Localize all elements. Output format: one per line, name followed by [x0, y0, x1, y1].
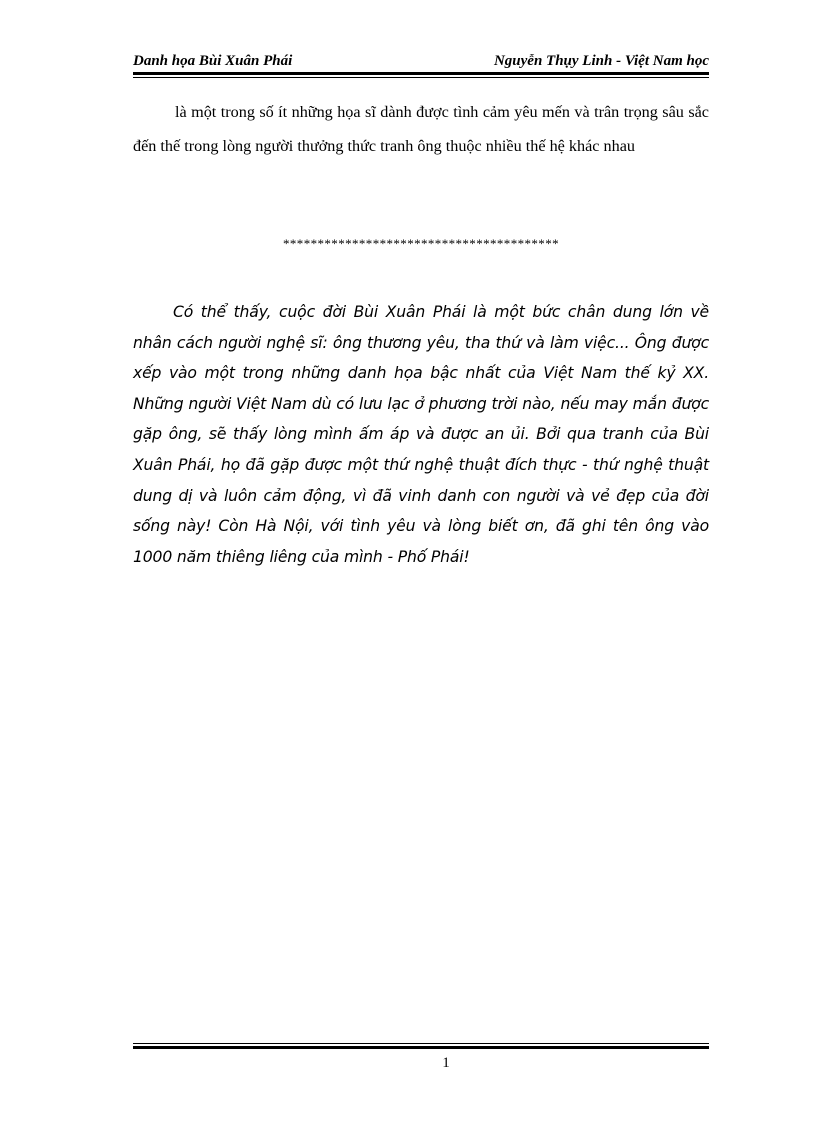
- header-rule-thin: [133, 77, 709, 78]
- body-paragraph-2: Có thể thấy, cuộc đời Bùi Xuân Phái là một bức chân dung lớn về nhân cách người nghệ sĩ: ông thương yêu, tha thứ và làm việc... Ông được xếp vào một trong những danh họa bậc nhất của Việt Nam thế kỷ XX. Những người Việt Nam dù có lưu lạc ở phương trời nào, nếu may mắn được gặp ông, sẽ thấy lòng mình ấm áp và được an ủi. Bởi qua tranh của Bùi Xuân Phái, họ đã gặp được một thứ nghệ thuật đích thực - thứ nghệ thuật dung dị và luôn cảm động, vì đã vinh danh con người và vẻ đẹp của đời sống này! Còn Hà Nội, với tình yêu và lòng biết ơn, đã ghi tên ông vào 1000 năm thiêng liêng của mình - Phố Phái!: [133, 303, 709, 566]
- header-title-right: Nguyễn Thụy Linh - Việt Nam học: [493, 53, 709, 69]
- page-number: 1: [442, 1055, 450, 1071]
- header-title-left: Danh họa Bùi Xuân Phái: [133, 53, 293, 69]
- header-rule-thick: [133, 72, 709, 75]
- page-header: [133, 50, 709, 72]
- section-separator: ****************************************: [283, 236, 559, 251]
- body-paragraph-1: là một trong số ít những họa sĩ dành được tình cảm yêu mến và trân trọng sâu sắc đến thế trong lòng người thưởng thức tranh ông thuộc nhiều thế hệ khác nhau: [133, 103, 709, 155]
- footer-rule-thick: [133, 1046, 709, 1049]
- footer-rule-thin: [133, 1043, 709, 1044]
